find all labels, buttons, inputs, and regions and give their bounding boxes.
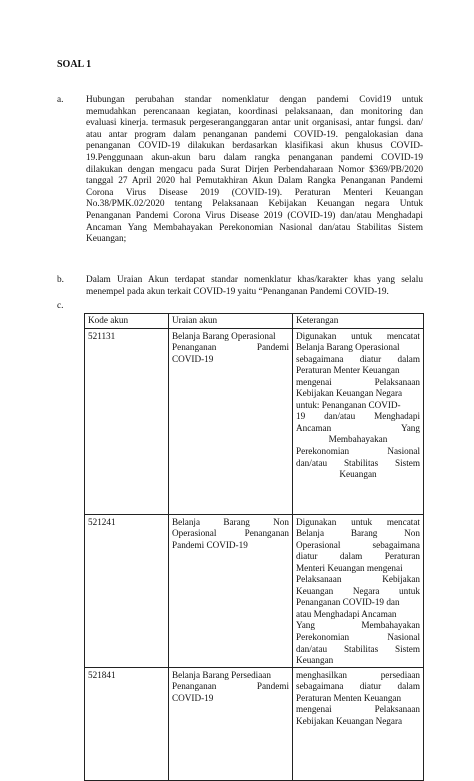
keterangan-line: sebagaimana diatur dalam [296,681,420,692]
keterangan-line: dan/atau Stabilitas Sistem [296,457,420,468]
item-body [86,275,423,298]
cell-keterangan [293,514,424,667]
item-body [86,95,423,246]
page-title: SOAL 1 [57,59,92,70]
text-line: Dalam Uraian Akun terdapat standar nomenklatur khas/karakter khas yang selalu [86,275,423,285]
code-text: 521131 [88,330,116,341]
keterangan-line: dan/atau Stabilitas Sistem [296,643,420,654]
cell-code [85,667,169,780]
keterangan-line: Peraturan Menter Keuangan [296,365,400,376]
text-line: atau antar program dalam penanganan pandemi COVID-19. pengalokasian dana [86,129,423,140]
keterangan-line: Keuangan [339,469,377,480]
keterangan-line: mengenai Pelaksanaan [296,376,420,387]
code-text: 521241 [88,516,116,527]
uraian-line: COVID-19 [172,692,214,703]
keterangan-line: Kebijakan Keuangan Negara [296,388,403,399]
text-line: Corona Virus Disease 2019 (COVID-19). Peraturan Menteri Keuangan [86,187,423,198]
keterangan-line: Membahayakan [328,434,388,445]
code-text: 521841 [88,669,116,680]
keterangan-line: sebagaimana diatur dalam [296,353,420,364]
text-line: tanggal 27 April 2020 hal Pemutakhiran Akun Dalam Rangka Penanganan Pandemi [86,176,423,187]
cell-uraian [169,328,293,514]
text-line: Penanganan Pandemi Corona Virus Disease 2019 (COVID-19) dan/atau Menghadapi [86,210,423,221]
uraian-line: Belanja Barang Non [172,516,289,527]
column-header-uraian: Uraian akun [169,314,293,329]
table-row [85,328,424,514]
keterangan-line: Digunakan untuk mencatat [296,516,420,527]
uraian-line: Penanganan Pandemi [172,342,289,353]
keterangan-line: menghasilkan persediaan [296,669,420,680]
uraian-line: Pandemi COVID-19 [172,539,248,550]
text-line: No.38/PMK.02/2020 tentang Pelaksanaan Kebijakan Keuangan negara Untuk [86,199,423,210]
keterangan-line: Keuangan Negara untuk [296,585,420,596]
keterangan-line: Belanja Barang Operasional [296,342,400,353]
cell-code [85,514,169,667]
table-row [85,514,424,667]
keterangan-line: 19 dan/atau Menghadapi [296,411,420,422]
text-line: dilakukan dengan mengacu pada Surat Dirjen Perbendaharaan Nomor $369/PB/2020 [86,164,423,175]
keterangan-line: Menteri Keuangan mengenai [296,562,403,573]
cell-keterangan [293,667,424,780]
keterangan-line: Peraturan Menten Keuangan [296,692,402,703]
text-line: Hubungan perubahan standar nomenklatur dengan pandemi Covid19 untuk [86,95,423,105]
keterangan-line: untuk: Penanganan COVID- [296,399,401,410]
keterangan-line: Belanja Barang Non [296,528,420,539]
text-line: penanganan COVID-19 dilakukan berdasarkan klasifikasi akun khusus COVID- [86,141,423,152]
cell-code [85,328,169,514]
uraian-line: Belanja Barang Persediaan [172,669,271,680]
keterangan-line: Keuangan [296,655,334,666]
item-letter: a. [57,95,64,105]
keterangan-line: Operasional sebagaimana [296,539,420,550]
table-row [85,667,424,780]
cell-uraian [169,667,293,780]
item-letter: c. [57,301,64,311]
answer-item-a [57,95,423,275]
keterangan-line: Penanganan COVID-19 dan [296,597,400,608]
keterangan-line: mengenai Pelaksanaan [296,704,420,715]
uraian-line: Belanja Barang Operasional [172,330,276,341]
item-letter: b. [57,275,64,285]
text-line: 19.Penggunaan akun-akun baru dalam rangka penanganan pandemi COVID-19 [86,152,423,163]
uraian-line: Penanganan Pandemi [172,681,289,692]
keterangan-line: Digunakan untuk mencatat [296,330,420,341]
cell-uraian [169,514,293,667]
keterangan-line: diatur dalam Peraturan [296,551,420,562]
text-line: evaluasi kinerja. termasuk pergeseranganggaran antar unit organisasi, antar fungsi. dan/ [86,118,423,129]
uraian-line: COVID-19 [172,353,214,364]
text-line: Ancaman Yang Membahayakan Perekonomian Nasional dan/atau Stabilitas Sistem [86,222,423,233]
table-header-row [85,314,424,329]
text-line: Keuangan; [86,234,127,245]
text-line: memudahkan perencanaan kegiatan, koordinasi pelaksanaan, dan monitoring dan [86,106,423,117]
keterangan-line: Ancaman Yang [296,422,420,433]
keterangan-line: Kebijakan Keuangan Negara [296,715,403,726]
keterangan-line: Yang Membahayakan [296,620,420,631]
keterangan-line: atau Menghadapi Ancaman [296,608,397,619]
keterangan-line: Perekonomian Nasional [296,446,420,457]
column-header-keterangan: Keterangan [293,314,424,329]
keterangan-line: Pelaksanaan Kebijakan [296,574,420,585]
column-header-kode: Kode akun [85,314,169,329]
keterangan-line: Perekonomian Nasional [296,632,420,643]
text-line: menempel pada akun terkait COVID-19 yaitu “Penanganan Pandemi COVID-19. [86,286,389,297]
cell-keterangan [293,328,424,514]
uraian-line: Operasional Penanganan [172,528,289,539]
account-table [84,313,424,781]
